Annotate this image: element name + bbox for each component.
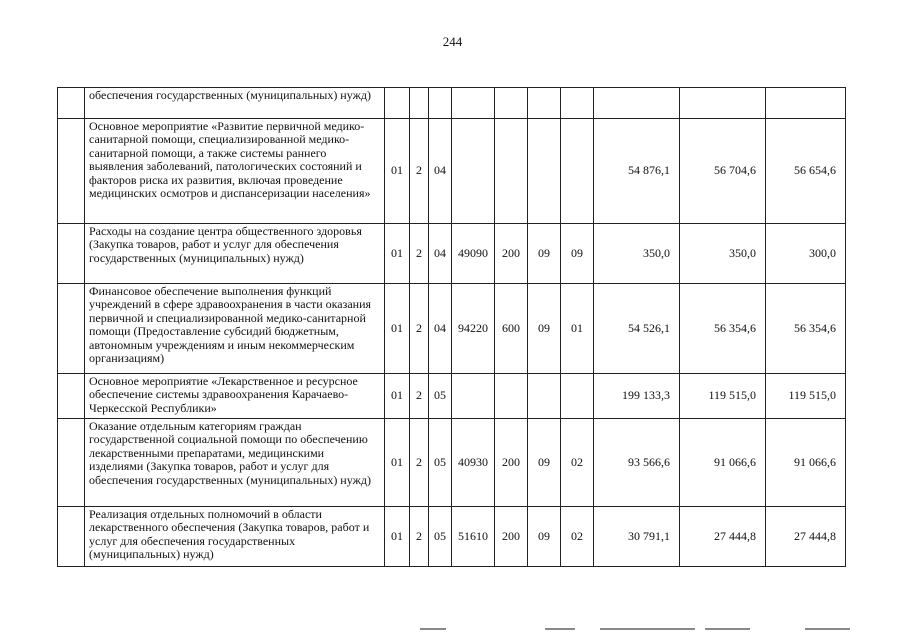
code-subsection: 09 [561,224,594,284]
code-expense-type: 600 [495,284,528,374]
code-program: 01 [385,419,410,507]
row-stub [58,374,85,419]
code-direction: 49090 [452,224,495,284]
code-section: 09 [528,419,561,507]
code-expense-type [495,88,528,119]
code-direction [452,119,495,224]
code-subprogram: 2 [410,224,429,284]
table-row [58,88,846,119]
amount-year-1: 199 133,3 [594,374,680,419]
table-row [58,224,846,284]
code-event: 04 [429,224,452,284]
code-program: 01 [385,374,410,419]
amount-year-1: 30 791,1 [594,507,680,567]
code-event: 05 [429,419,452,507]
row-description: обеспечения государственных (муниципальных) нужд) [85,88,385,119]
code-program [385,88,410,119]
code-section: 09 [528,284,561,374]
code-program: 01 [385,119,410,224]
code-subprogram: 2 [410,419,429,507]
amount-year-2 [680,88,766,119]
row-description: Основное мероприятие «Развитие первичной медико-санитарной помощи, специализированной медико-санитарной помощи, а также системы раннего выявления заболеваний, патологических состояний и факторов риска их развития, включая проведение медицинских осмотров и диспансеризации населения» [85,119,385,224]
code-event: 04 [429,119,452,224]
amount-year-1: 93 566,6 [594,419,680,507]
code-subsection [561,374,594,419]
code-direction [452,374,495,419]
page-number: 244 [442,34,463,49]
row-description: Основное мероприятие «Лекарственное и ресурсное обеспечение системы здравоохранения Карачаево-Черкесской Республики» [85,374,385,419]
amount-year-3: 119 515,0 [766,374,846,419]
amount-year-3: 300,0 [766,224,846,284]
code-subprogram: 2 [410,119,429,224]
amount-year-2: 27 444,8 [680,507,766,567]
amount-year-3: 56 354,6 [766,284,846,374]
amount-year-2: 350,0 [680,224,766,284]
code-section: 09 [528,507,561,567]
amount-year-2: 91 066,6 [680,419,766,507]
code-direction: 94220 [452,284,495,374]
code-subsection [561,88,594,119]
row-stub [58,224,85,284]
code-section [528,374,561,419]
code-section: 09 [528,224,561,284]
code-event: 04 [429,284,452,374]
code-program: 01 [385,284,410,374]
amount-year-1 [594,88,680,119]
amount-year-3: 27 444,8 [766,507,846,567]
code-subprogram: 2 [410,374,429,419]
table-row [58,284,846,374]
row-stub [58,88,85,119]
amount-year-3 [766,88,846,119]
amount-year-3: 56 654,6 [766,119,846,224]
code-subsection: 01 [561,284,594,374]
code-direction: 51610 [452,507,495,567]
table-row [58,419,846,507]
code-expense-type: 200 [495,419,528,507]
row-stub [58,284,85,374]
code-direction [452,88,495,119]
code-expense-type: 200 [495,507,528,567]
code-subprogram [410,88,429,119]
table-row [58,374,846,419]
code-section [528,119,561,224]
amount-year-2: 56 704,6 [680,119,766,224]
amount-year-3: 91 066,6 [766,419,846,507]
code-subsection: 02 [561,507,594,567]
code-event: 05 [429,374,452,419]
amount-year-1: 54 526,1 [594,284,680,374]
amount-year-1: 350,0 [594,224,680,284]
code-direction: 40930 [452,419,495,507]
row-stub [58,507,85,567]
code-section [528,88,561,119]
code-program: 01 [385,224,410,284]
code-program: 01 [385,507,410,567]
code-expense-type [495,119,528,224]
row-description: Реализация отдельных полномочий в области лекарственного обеспечения (Закупка товаров, работ и услуг для обеспечения государственных (муниципальных) нужд) [85,507,385,567]
code-event: 05 [429,507,452,567]
table-row [58,507,846,567]
scan-bottom-marks [0,628,905,632]
code-expense-type [495,374,528,419]
code-event [429,88,452,119]
row-description: Финансовое обеспечение выполнения функций учреждений в сфере здравоохранения в части оказания первичной и специализированной медико-санитарной помощи (Предоставление субсидий бюджетным, автономным учреждениям и иным некоммерческим организациям) [85,284,385,374]
amount-year-2: 119 515,0 [680,374,766,419]
amount-year-1: 54 876,1 [594,119,680,224]
row-description: Оказание отдельным категориям граждан государственной социальной помощи по обеспечению лекарственными препаратами, медицинскими изделиями (Закупка товаров, работ и услуг для обеспечения государственных (муниципальных) нужд) [85,419,385,507]
row-stub [58,419,85,507]
budget-table [57,87,846,567]
amount-year-2: 56 354,6 [680,284,766,374]
row-stub [58,119,85,224]
code-subsection [561,119,594,224]
code-subsection: 02 [561,419,594,507]
code-expense-type: 200 [495,224,528,284]
table-row [58,119,846,224]
code-subprogram: 2 [410,284,429,374]
code-subprogram: 2 [410,507,429,567]
row-description: Расходы на создание центра общественного здоровья (Закупка товаров, работ и услуг для обеспечения государственных (муниципальных) нужд) [85,224,385,284]
